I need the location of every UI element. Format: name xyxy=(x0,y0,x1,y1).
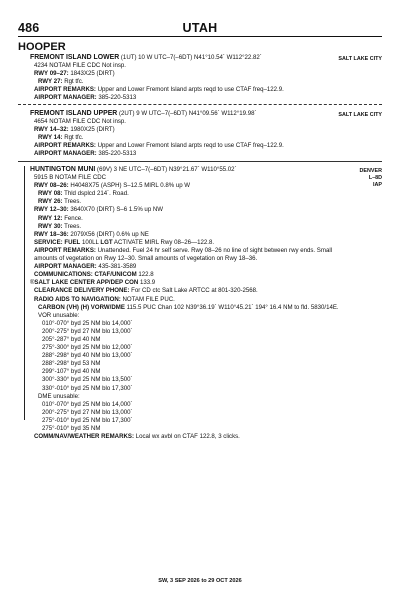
chart-references xyxy=(360,168,382,189)
dme-unusable-item: 010°-070° byd 25 NM blo 14,000´ xyxy=(42,400,133,408)
vor-unusable-item: 299°-107° byd 40 NM xyxy=(42,368,101,376)
runway-line: RWY 08–26: H4048X75 (ASPH) S–12.5 MIRL 0.8% up W xyxy=(34,182,191,190)
page-number: 486 xyxy=(18,21,40,35)
header-rule xyxy=(18,36,382,37)
runway-line: RWY 18–36: 2079X56 (DIRT) 0.6% up NE xyxy=(34,230,149,238)
clearance-delivery-line: CLEARANCE DELIVERY PHONE: For CD ctc Salt Lake ARTCC at 801-320-2568. xyxy=(34,287,258,295)
vor-unusable-item: 330°-010° byd 25 NM blo 17,300´ xyxy=(42,384,133,392)
registered-icon: ® xyxy=(30,280,35,287)
vor-line: CARBON (VH) (H) VORW/DME 115.5 PUC Chan 102 N39°36.19´ W110°45.21´ 194° 16.4 NM to fld. 5830/14E. xyxy=(38,303,339,311)
runway-end-line: RWY 08: Thld dsplcd 214´. Road. xyxy=(38,190,129,198)
section-divider xyxy=(18,161,382,162)
state-title: UTAH xyxy=(182,21,218,35)
comm-nav-weather-remarks: COMM/NAV/WEATHER REMARKS: Local wx avbl on CTAF 122.8, 3 clicks. xyxy=(34,433,240,441)
city-heading: HOOPER xyxy=(18,41,66,53)
dashed-divider xyxy=(18,104,382,105)
airport-entry-fremont-upper xyxy=(30,110,382,159)
airport-manager: AIRPORT MANAGER: 435-381-3589 xyxy=(34,263,137,271)
runway-end-line: RWY 12: Fence. xyxy=(38,214,83,222)
vor-unusable-item: 300°-330° byd 25 NM blo 13,500´ xyxy=(42,376,133,384)
runway-end-line: RWY 27: Rgt tfc. xyxy=(38,78,84,86)
service-line: SERVICE: FUEL 100LL LGT ACTIVATE MIRL Rwy 08–26—122.8. xyxy=(34,238,215,246)
runway-end-line: RWY 14: Rgt tfc. xyxy=(38,134,84,142)
radio-aids-line: RADIO AIDS TO NAVIGATION: NOTAM FILE PUC. xyxy=(34,295,175,303)
location-tag: DENVER xyxy=(359,168,382,174)
communications-line: COMMUNICATIONS: CTAF/UNICOM 122.8 xyxy=(34,271,154,279)
airport-name: HUNTINGTON MUNI xyxy=(30,166,96,173)
elevation-line: 4234 NOTAM FILE CDC Not insp. xyxy=(34,62,126,70)
runway-line: RWY 14–32: 1980X25 (DIRT) xyxy=(34,126,115,134)
chart-ref-iap: IAP xyxy=(373,182,382,188)
vor-unusable-item: 010°-070° byd 25 NM blo 14,000´ xyxy=(42,319,133,327)
dme-unusable-item: 275°-010° byd 35 NM xyxy=(42,425,101,432)
runway-end-line: RWY 30: Trees. xyxy=(38,222,82,230)
location-tag: SALT LAKE CITY xyxy=(338,56,382,62)
vor-unusable-item: 288°-298° byd 40 NM blo 13,000´ xyxy=(42,352,133,360)
airport-entry-huntington xyxy=(30,166,348,441)
airport-id-line xyxy=(30,166,348,174)
runway-end-line: RWY 26: Trees. xyxy=(38,198,82,206)
airport-name: FREMONT ISLAND UPPER xyxy=(30,110,118,117)
chart-ref-low: L–8D xyxy=(368,175,382,181)
vor-unusable-item: 275°-300° byd 25 NM blo 12,000´ xyxy=(42,344,133,352)
vor-unusable-item: 205°-287° byd 40 NM xyxy=(42,335,101,343)
dme-unusable-item: 275°-010° byd 25 NM blo 17,300´ xyxy=(42,416,133,424)
vor-unusable-item: 288°-298° byd 53 NM xyxy=(42,360,101,368)
airport-id-details: (1UT) 10 W UTC–7(–6DT) N41°10.54´ W112°22.82´ xyxy=(119,54,262,61)
vor-unusable-heading: VOR unusable: xyxy=(38,311,80,319)
airport-id-line xyxy=(30,110,382,118)
airport-manager: AIRPORT MANAGER: 385-220-5313 xyxy=(34,150,137,158)
airport-id-details: (69V) 3 NE UTC–7(–6DT) N39°21.67´ W110°55.02´ xyxy=(95,166,237,173)
airport-id-line xyxy=(30,54,382,62)
dme-unusable-heading: DME unusable: xyxy=(38,392,80,400)
airport-remarks: AIRPORT REMARKS: Upper and Lower Fremont Island arpts reqd to use CTAF freq–122.9. xyxy=(34,86,284,94)
runway-line: RWY 09–27: 1843X25 (DIRT) xyxy=(34,70,115,78)
airport-remarks: AIRPORT REMARKS: Unattended. Fuel 24 hr self serve. Rwy 08–26 no line of sight between rwy ends. Small amounts of vegetation on Rwy 12–30. Small amounts of vegetation on Rwy 18–36. xyxy=(34,246,333,263)
elevation-line: 4654 NOTAM FILE CDC Not insp. xyxy=(34,118,126,126)
elevation-line: 5915 B NOTAM FILE CDC xyxy=(34,174,107,182)
runway-line: RWY 12–30: 3640X70 (DIRT) S–6 1.5% up NW xyxy=(34,206,164,214)
airport-name: FREMONT ISLAND LOWER xyxy=(30,54,120,61)
effective-dates-footer: SW, 3 SEP 2026 to 29 OCT 2026 xyxy=(158,578,242,584)
dme-unusable-item: 200°-275° byd 27 NM blo 13,000´ xyxy=(42,408,133,416)
vor-unusable-item: 200°-275° byd 27 NM blo 13,000´ xyxy=(42,327,133,335)
location-tag: SALT LAKE CITY xyxy=(338,112,382,118)
airport-id-details: (2UT) 9 W UTC–7(–6DT) N41°09.56´ W112°19.98´ xyxy=(117,110,257,117)
airport-entry-fremont-lower xyxy=(30,54,382,103)
approach-control-line: ®SALT LAKE CENTER APP/DEP CON 133.9 xyxy=(30,279,156,287)
airport-remarks: AIRPORT REMARKS: Upper and Lower Fremont Island arpts reqd to use CTAF freq–122.9. xyxy=(34,142,284,150)
change-bar xyxy=(24,166,25,420)
airport-manager: AIRPORT MANAGER: 385-220-5313 xyxy=(34,94,137,102)
